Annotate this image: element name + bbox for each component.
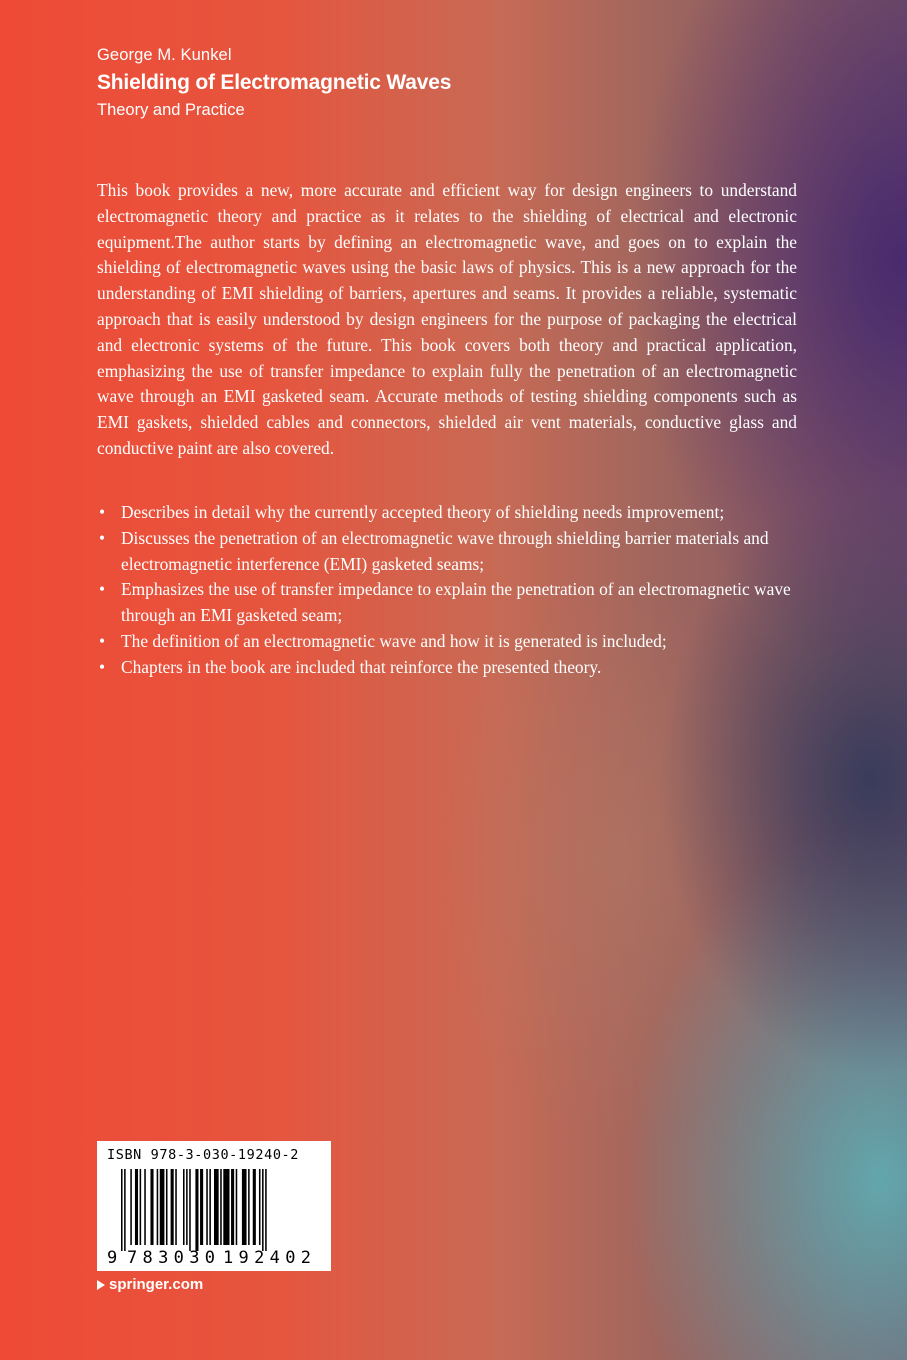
barcode-bar	[189, 1169, 191, 1251]
isbn-barcode	[97, 1141, 331, 1271]
barcode-bar	[248, 1169, 250, 1245]
barcode-bar	[121, 1169, 123, 1251]
barcode-graphic	[105, 1167, 323, 1267]
feature-item	[97, 500, 797, 526]
feature-item	[97, 577, 797, 629]
barcode-bar	[195, 1169, 198, 1251]
book-title: Shielding of Electromagnetic Waves	[97, 71, 452, 94]
barcode-bar	[265, 1169, 267, 1251]
barcode-bar	[186, 1169, 188, 1245]
book-description: This book provides a new, more accurate and efficient way for design engineers to understand electromagnetic theory and practice as it relates to the shielding of electrical and electronic equipment.The author starts by defining an electromagnetic wave, and goes on to explain the shielding of electromagnetic waves using the basic laws of physics. This is a new approach for the understanding of EMI shielding of barriers, apertures and seams. It provides a reliable, systematic approach that is easily understood by design engineers for the purpose of packaging the electrical and electronic systems of the future. This book covers both theory and practical application, emphasizing the use of transfer impedance to explain fully the penetration of an electromagnetic wave through an EMI gasketed seam. Accurate methods of testing shielding components such as EMI gaskets, shielded cables and connectors, shielded air vent materials, conductive glass and conductive paint are also covered.	[97, 180, 797, 458]
author-name: George M. Kunkel	[97, 46, 232, 64]
barcode-bar	[130, 1169, 132, 1245]
barcode-bar	[209, 1169, 211, 1245]
barcode-bar	[166, 1169, 168, 1245]
feature-item	[97, 526, 797, 578]
feature-text: Chapters in the book are included that reinforce the presented theory.	[121, 656, 602, 677]
barcode-bar	[214, 1169, 219, 1245]
barcode-digits-left: 783030	[127, 1248, 215, 1267]
barcode-bar	[124, 1169, 126, 1251]
publisher-url: springer.com	[109, 1276, 204, 1293]
feature-item	[97, 655, 797, 681]
barcode-bar	[223, 1169, 229, 1245]
isbn-label: ISBN 978-3-030-19240-2	[107, 1147, 300, 1163]
feature-list	[97, 500, 797, 681]
feature-text: Emphasizes the use of transfer impedance to explain the penetration of an electromagnetic wave through an EMI gasketed seam;	[121, 579, 791, 626]
barcode-bar	[135, 1169, 138, 1245]
feature-text: Discusses the penetration of an electromagnetic wave through shielding barrier materials and electromagnetic interference (EMI) gasketed seams;	[121, 527, 769, 574]
feature-text: The definition of an electromagnetic wave and how it is generated is included;	[121, 630, 667, 651]
barcode-bar	[206, 1169, 208, 1245]
barcode-bar	[157, 1169, 159, 1245]
bullet-icon: •	[99, 502, 106, 522]
barcode-digits-right: 192402	[223, 1248, 311, 1267]
barcode-bar	[160, 1169, 165, 1245]
triangle-right-icon	[97, 1280, 105, 1290]
bullet-icon: •	[99, 656, 106, 677]
barcode-bar	[175, 1169, 177, 1245]
barcode-bar	[236, 1169, 238, 1245]
feature-item	[97, 629, 797, 655]
barcode-bar	[183, 1169, 185, 1245]
barcode-bar	[171, 1169, 174, 1245]
barcode-bar	[200, 1169, 203, 1245]
book-subtitle: Theory and Practice	[97, 101, 245, 119]
barcode-bar	[140, 1169, 142, 1245]
bullet-icon: •	[99, 630, 106, 651]
book-header	[97, 46, 451, 120]
barcode-bar	[231, 1169, 234, 1245]
barcode-bar	[253, 1169, 256, 1245]
feature-text: Describes in detail why the currently accepted theory of shielding needs improvement;	[121, 502, 725, 522]
barcode-bar	[259, 1169, 261, 1245]
barcode-bar	[262, 1169, 264, 1251]
barcode-bar	[220, 1169, 222, 1245]
publisher-link[interactable]	[97, 1276, 203, 1293]
barcode-digit-first: 9	[107, 1248, 118, 1267]
barcode-bar	[150, 1169, 153, 1245]
barcode-bar	[242, 1169, 247, 1245]
bullet-icon: •	[99, 579, 106, 600]
barcode-bar	[144, 1169, 146, 1245]
bullet-icon: •	[99, 527, 106, 548]
